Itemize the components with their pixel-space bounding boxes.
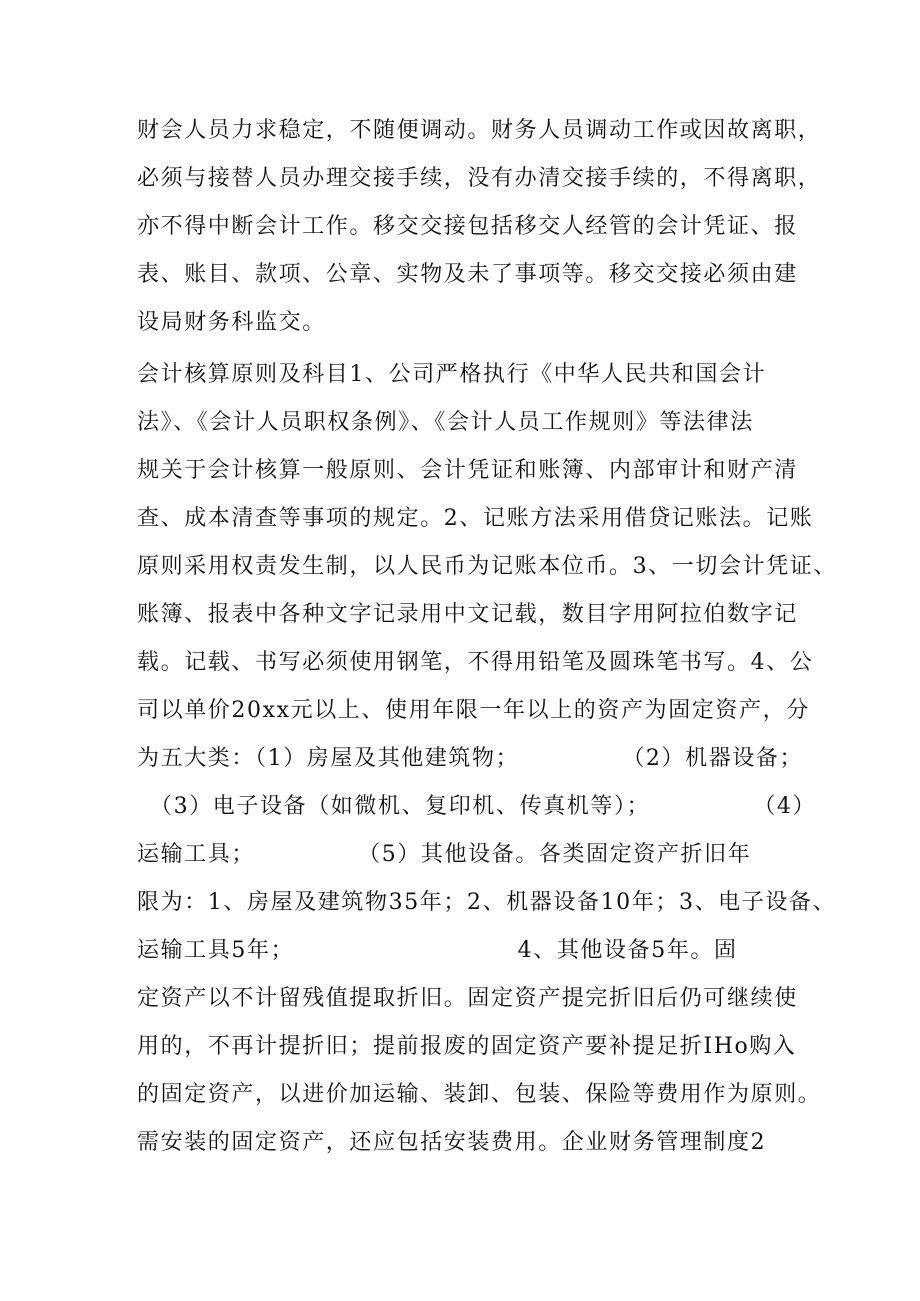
paragraph-line: （3）电子设备（如微机、复印机、传真机等）； （4） <box>150 794 817 819</box>
paragraph-line: 账簿、报表中各种文字记录用中文记载，数目字用阿拉伯数字记 <box>137 602 798 627</box>
paragraph-line: 规关于会计核算一般原则、会计凭证和账簿、内部审计和财产清 <box>137 458 798 483</box>
paragraph-line: 运输工具； （5）其他设备。各类固定资产折旧年 <box>137 842 752 867</box>
paragraph-line: 限为：1、房屋及建筑物35年；2、机器设备10年；3、电子设备、 <box>137 890 837 915</box>
paragraph-line: 会计核算原则及科目1、公司严格执行《中华人民共和国会计 <box>137 362 767 387</box>
paragraph-line: 原则采用权责发生制，以人民币为记账本位币。3、一切会计凭证、 <box>137 554 837 579</box>
paragraph-line: 为五大类：（1）房屋及其他建筑物； （2）机器设备； <box>137 746 804 771</box>
paragraph-line: 运输工具5年； 4、其他设备5年。固 <box>137 938 738 963</box>
paragraph-line: 的固定资产，以进价加运输、装卸、包装、保险等费用作为原则。 <box>137 1082 822 1107</box>
paragraph-line: 亦不得中断会计工作。移交交接包括移交人经管的会计凭证、报 <box>137 214 798 239</box>
paragraph-line: 用的，不再计提折旧；提前报废的固定资产要补提足折IHo购入 <box>137 1034 797 1059</box>
paragraph-line: 法》、《会计人员职权条例》、《会计人员工作规则》等法律法 <box>137 410 754 435</box>
paragraph-line: 查、成本清查等事项的规定。2、记账方法采用借贷记账法。记账 <box>137 506 814 531</box>
paragraph-line: 司以单价20xx元以上、使用年限一年以上的资产为固定资产，分 <box>137 698 810 723</box>
paragraph-line: 定资产以不计留残值提取折旧。固定资产提完折旧后仍可继续使 <box>137 986 798 1011</box>
paragraph-line: 载。记载、书写必须使用钢笔，不得用铅笔及圆珠笔书写。4、公 <box>137 650 814 675</box>
paragraph-line: 设局财务科监交。 <box>137 310 326 335</box>
paragraph-line: 必须与接替人员办理交接手续，没有办清交接手续的，不得离职， <box>137 166 822 191</box>
paragraph-line: 需安装的固定资产，还应包括安装费用。企业财务管理制度2 <box>137 1130 767 1155</box>
paragraph-line: 表、账目、款项、公章、实物及未了事项等。移交交接必须由建 <box>137 262 798 287</box>
paragraph-line: 财会人员力求稳定，不随便调动。财务人员调动工作或因故离职， <box>137 118 822 143</box>
